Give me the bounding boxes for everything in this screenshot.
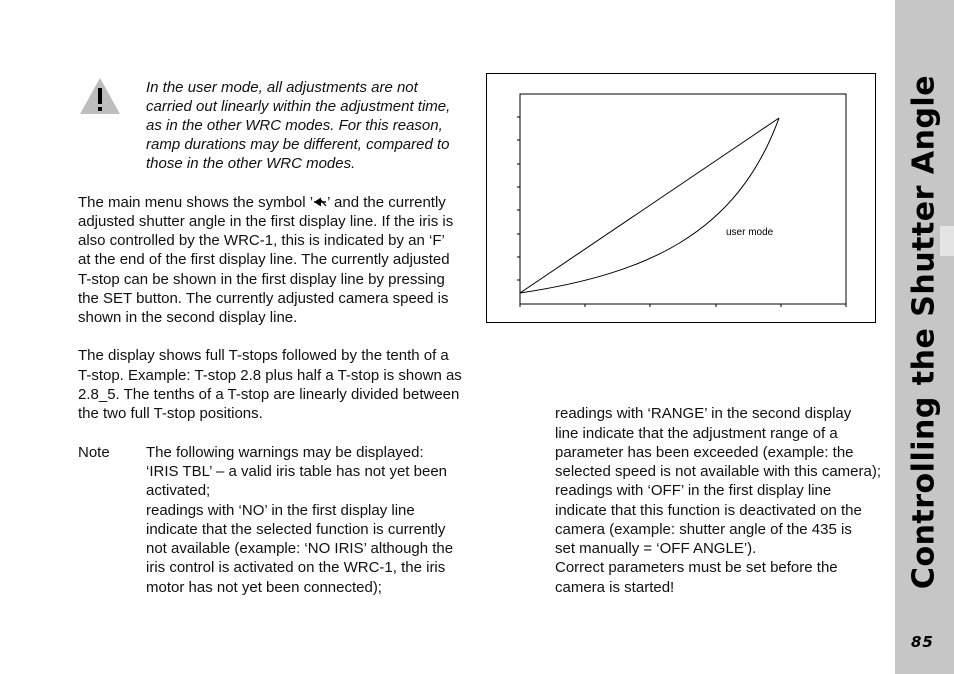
note-line: readings with ‘NO’ in the first display line <box>146 502 415 519</box>
right-line: camera (example: shutter angle of the 435 is <box>555 521 852 538</box>
chapter-tab-marker <box>940 226 954 256</box>
shutter-angle-symbol-icon <box>313 196 327 208</box>
note-line: iris control is activated on the WRC-1, the iris <box>146 559 446 576</box>
plot-frame <box>520 94 846 304</box>
warning-line: carried out linearly within the adjustment time, <box>146 98 451 115</box>
warning-line: as in the other WRC modes. For this reason, <box>146 117 443 134</box>
right-line: line indicate that the adjustment range of a <box>555 425 838 442</box>
warning-line: In the user mode, all adjustments are not <box>146 79 418 96</box>
right-line: Correct parameters must be set before the <box>555 559 838 576</box>
note-line: activated; <box>146 482 211 499</box>
right-line: parameter has been exceeded (example: the <box>555 444 854 461</box>
paragraph-text: The main menu shows the symbol ’ <box>78 194 314 211</box>
right-line: selected speed is not available with this camera); <box>555 463 882 480</box>
paragraph-line: 2.8_5. The tenths of a T-stop are linearly divided between <box>78 386 460 403</box>
right-line: readings with ‘OFF’ in the first display line <box>555 482 832 499</box>
paragraph-line <box>78 193 446 212</box>
paragraph-line: adjusted shutter angle in the first display line. If the iris is <box>78 213 454 230</box>
curve-label: user mode <box>726 227 774 238</box>
note-line: The following warnings may be displayed: <box>146 444 424 461</box>
right-line: set manually = ‘OFF ANGLE’). <box>555 540 757 557</box>
right-line: camera is started! <box>555 579 675 596</box>
paragraph-line: the two full T-stop positions. <box>78 405 263 422</box>
warning-line: those in the other WRC modes. <box>146 155 356 172</box>
warning-line: ramp durations may be different, compared to <box>146 136 450 153</box>
note-line: indicate that the selected function is currently <box>146 521 446 538</box>
chapter-title: Controlling the Shutter Angle <box>906 74 942 590</box>
right-line: indicate that this function is deactivated on the <box>555 502 862 519</box>
paragraph-line: T-stop. Example: T-stop 2.8 plus half a T-stop is shown as <box>78 367 462 384</box>
paragraph-line: T-stop can be shown in the first display line by pressing <box>78 271 445 288</box>
ramp-figure <box>486 73 876 323</box>
ramp-diagram <box>487 74 875 322</box>
paragraph-line: also controlled by the WRC-1, this is indicated by an ‘F’ <box>78 232 445 249</box>
note-line: not available (example: ‘NO IRIS’ although the <box>146 540 454 557</box>
note-line: motor has not yet been connected); <box>146 579 382 596</box>
note-label: Note <box>78 444 110 461</box>
note-line: ‘IRIS TBL’ – a valid iris table has not yet been <box>146 463 448 480</box>
paragraph-line: The display shows full T-stops followed by the tenth of a <box>78 347 449 364</box>
paragraph-line: the SET button. The currently adjusted camera speed is <box>78 290 449 307</box>
paragraph-line: shown in the second display line. <box>78 309 298 326</box>
page-number: 85 <box>911 633 934 651</box>
right-line: readings with ‘RANGE’ in the second display <box>555 405 852 422</box>
warning-triangle-icon <box>78 76 122 116</box>
paragraph-line: at the end of the first display line. The currently adjusted <box>78 251 450 268</box>
paragraph-text: ’ and the currently <box>327 194 446 211</box>
linear-ramp-line <box>520 118 779 293</box>
